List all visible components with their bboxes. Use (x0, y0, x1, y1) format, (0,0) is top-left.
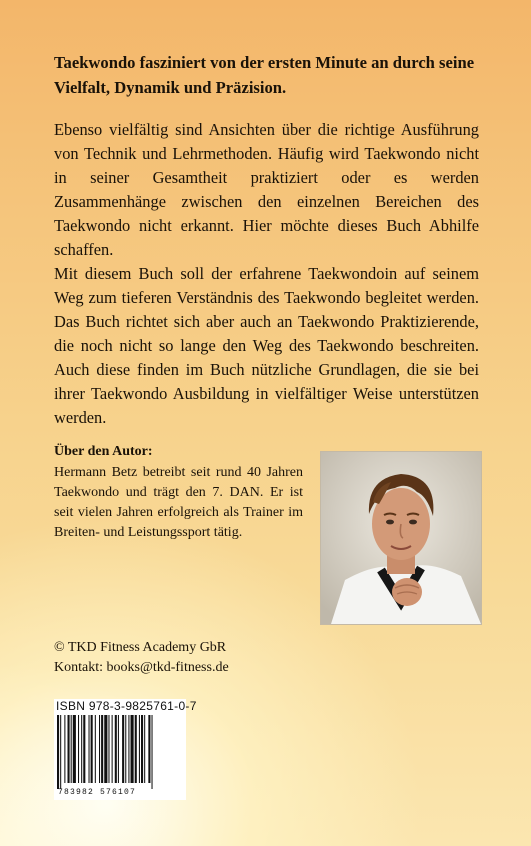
barcode-digits: 783982 576107 (58, 788, 137, 797)
author-photo (320, 451, 482, 625)
isbn-label: ISBN 978-3-9825761-0-7 (56, 699, 197, 713)
description-paragraph-2: Mit diesem Buch soll der erfahrene Taekwondoin auf seinem Weg zum tieferen Verständnis des Taekwondo begleitet werden. Das Buch richtet sich aber auch an Taekwondo Praktizierende, die noch nicht so lange den Weg des Taekwondo beschreiten. Auch diese finden im Buch nützliche Grundlagen, die sie bei ihrer Taekwondo Ausbildung in vielfältiger Weise unterstützen werden. (54, 264, 479, 427)
isbn-barcode (54, 699, 197, 800)
author-heading: Über den Autor: (54, 444, 153, 459)
barcode-bars-icon (54, 715, 186, 789)
author-portrait-illustration (321, 452, 481, 624)
description (54, 118, 479, 430)
tagline: Taekwondo fasziniert von der ersten Minute an durch seine Vielfalt, Dynamik und Präzision. (54, 53, 475, 97)
description-paragraph-1: Ebenso vielfältig sind Ansichten über die richtige Ausführung von Technik und Lehrmethoden. Häufig wird Taekwondo nicht in seiner Gesamtheit praktiziert oder es werden Zusammenhänge zwischen den einzelnen Bereichen des Taekwondo nicht erkannt. Hier möchte dieses Buch Abhilfe schaffen. (54, 120, 479, 259)
contact-line: Kontakt: books@tkd-fitness.de (54, 660, 229, 675)
imprint (54, 638, 229, 678)
copyright-line: © TKD Fitness Academy GbR (54, 640, 227, 655)
author-bio: Hermann Betz betreibt seit rund 40 Jahren Taekwondo und trägt den 7. DAN. Er ist seit vielen Jahren erfolgreich als Trainer im Breiten- und Leistungssport tätig. (54, 465, 303, 540)
